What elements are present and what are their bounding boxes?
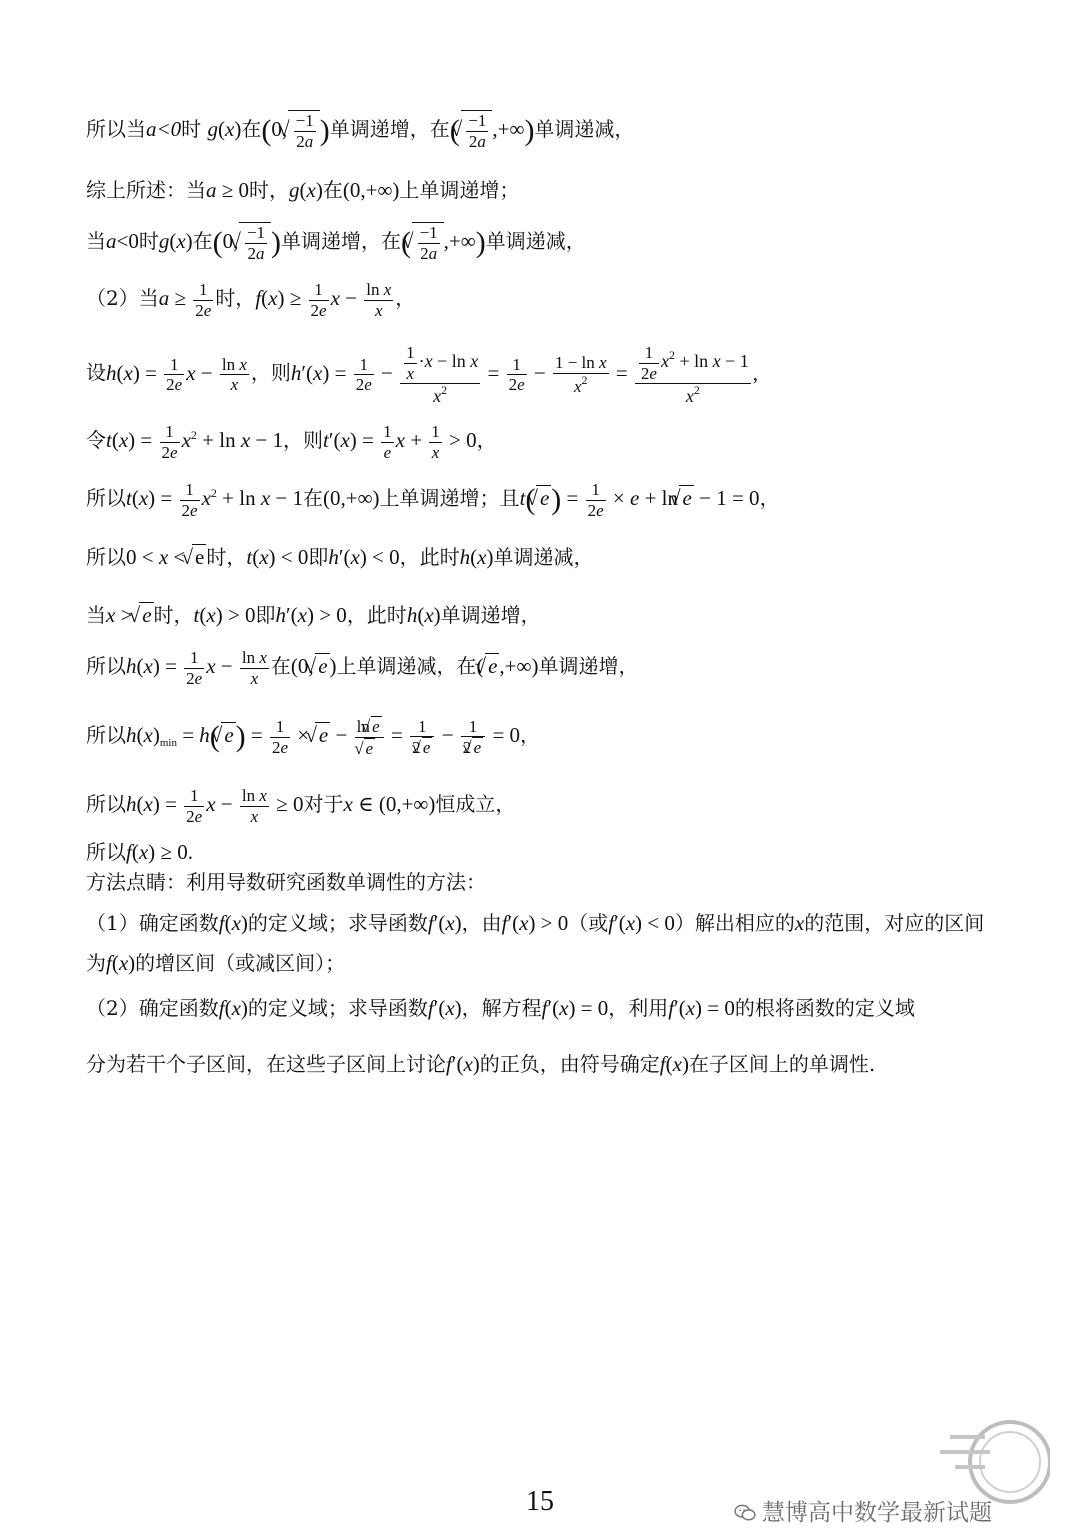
math: h(x) = $\frac{1}{2e}$ x − $\frac{\text{ln x}}{x}$ ≥ 0 <box>126 786 304 826</box>
math: t(x) = $\frac{1}{2e}$ $x^2 + \ln x - 1$ <box>106 422 283 462</box>
math: h′(x) = $\frac{1}{2e}$ − $\frac{1}{x}$ ·x − ln x $x^2$ = $\frac{1}{2e}$ − $\frac{\text{1 − ln x}}{x^2}$ = $\frac{1}{2e}$ $x^2 + \ln x - 1$ $x^2$ , <box>290 343 759 407</box>
math-interval-2: ( √ $\frac{-1}{2a}$ ,+∞) <box>401 229 486 253</box>
math-interval-1: (0, √ $\frac{-1}{2a}$ ) <box>213 229 281 253</box>
text-line-1: 所以当a<0时 g(x)在(0, √ $\frac{-1}{2a}$ )单调递增，在( √ $\frac{-1}{2a}$ ,+∞)单调递减， <box>86 110 634 151</box>
math-interval-1: (0, √ $\frac{-1}{2a}$ ) <box>261 117 329 141</box>
math: $h(x)_{min} = h(√$ e) = $\frac{1}{2e}$ × √ e − ln√ e √ e = $\frac{1}{2√ e}$ − $\frac{1}{2√ e}$ = 0 <box>126 723 520 747</box>
text-line-13: 所以f(x) ≥ 0. <box>86 840 193 864</box>
math: h(x) = $\frac{1}{2e}$ x − $\frac{\text{ln x}}{x}$ <box>126 648 267 688</box>
method-heading: 方法点睛：利用导数研究函数单调性的方法： <box>86 870 486 894</box>
text-line-11: 所以$h(x)_{min} = h(√$ e) = $\frac{1}{2e}$ × √ e − ln√ e √ e = $\frac{1}{2√ e}$ − $\frac{1}{2√ e}$ = 0， <box>86 716 540 758</box>
page-number: 15 <box>526 1486 554 1517</box>
math: x ∈ (0,+∞) <box>343 791 436 816</box>
math: h(x) <box>459 545 494 569</box>
math: (0,+∞) <box>323 485 380 510</box>
math-interval-2: ( √ $\frac{-1}{2a}$ ,+∞) <box>450 117 535 141</box>
math: h(x) <box>406 603 441 627</box>
method-paragraph-1: （1）确定函数f(x)的定义域；求导函数f′(x)，由f′(x) > 0（或f′(x) < 0）解出相应的x的范围，对应的区间为f(x)的增区间（或减区间）； <box>86 911 985 975</box>
math-gx: g(x) <box>207 116 242 141</box>
text-line-2: 综上所述：当a ≥ 0时，g(x)在(0,+∞)上单调递增； <box>86 178 520 202</box>
math: h(x) = $\frac{1}{2e}$ x − $\frac{\text{ln x}}{x}$ <box>106 354 247 395</box>
math: h′(x) < 0 <box>328 545 400 569</box>
math: f(x) ≥ $\frac{1}{2e}$ x − $\frac{\text{ln x}}{x}$ <box>255 280 392 320</box>
text-line-4: （2）当a ≥ $\frac{1}{2e}$ 时，f(x) ≥ $\frac{1}{2e}$ x − $\frac{\text{ln x}}{x}$ ， <box>86 280 416 320</box>
math: (0,+∞) <box>342 178 400 202</box>
math: t′(x) = $\frac{1}{e}$ x + $\frac{1}{x}$ > 0 <box>323 422 477 462</box>
math: g(x) <box>289 178 323 202</box>
math-cond: a<0 <box>146 116 182 141</box>
math: t(√ e) = $\frac{1}{2e}$ × e + ln√ e − 1 = 0 <box>520 486 760 510</box>
math: a ≥ $\frac{1}{2e}$ <box>158 280 212 320</box>
text-line-10: 所以h(x) = $\frac{1}{2e}$ x − $\frac{\text{ln x}}{x}$ 在(0,√ e)上单调递减，在(√ e,+∞)单调递增， <box>86 648 638 688</box>
math: (0,√ e) <box>291 654 337 678</box>
text-line-6: 令t(x) = $\frac{1}{2e}$ $x^2 + \ln x - 1$，则t′(x) = $\frac{1}{e}$ x + $\frac{1}{x}$ > 0， <box>86 422 497 462</box>
math: a ≥ 0 <box>206 178 250 202</box>
math: 0 < x < √ e <box>126 545 206 569</box>
math: g(x) <box>158 228 193 253</box>
text-line-9: 当x > √ e 时，t(x) > 0即h′(x) > 0，此时h(x)单调递增， <box>86 602 541 628</box>
math: h′(x) > 0 <box>275 603 347 627</box>
math: x > √ e <box>106 603 154 627</box>
text-line-5: 设h(x) = $\frac{1}{2e}$ x − $\frac{\text{ln x}}{x}$ ，则h′(x) = $\frac{1}{2e}$ − $\frac{1}{x}$ ·x − ln x $x^2$ = $\frac{1}{2e}$ − $\frac{\text{1 − ln x}}{x^2}$ = $\frac{1}{2e}$ $x^2 + \ln x - 1$ $x^2$ , <box>86 343 759 407</box>
text-line-12: 所以h(x) = $\frac{1}{2e}$ x − $\frac{\text{ln x}}{x}$ ≥ 0对于x ∈ (0,+∞)恒成立， <box>86 786 516 826</box>
math: (√ e,+∞) <box>477 654 539 678</box>
math: f(x) ≥ 0. <box>126 840 193 864</box>
method-paragraph-3: 分为若干个子区间，在这些子区间上讨论f′(x)的正负，由符号确定f(x)在子区间上的单调性. <box>86 1052 876 1076</box>
text-line-3: 当a<0时g(x)在(0, √ $\frac{-1}{2a}$ )单调递增，在( √ $\frac{-1}{2a}$ ,+∞)单调递减， <box>86 222 586 263</box>
method-paragraph-2: （2）确定函数f(x)的定义域；求导函数f′(x)，解方程f′(x) = 0，利用f′(x) = 0的根将函数的定义域 <box>86 996 915 1020</box>
text-line-7: 所以t(x) = $\frac{1}{2e}$ $x^2 + \ln x - 1$在(0,+∞)上单调递增；且t(√ e) = $\frac{1}{2e}$ × e + ln√ e − 1 = 0， <box>86 480 780 520</box>
math: t(x) = $\frac{1}{2e}$ $x^2 + \ln x - 1$ <box>126 480 303 520</box>
math: t(x) < 0 <box>246 545 309 569</box>
math: t(x) > 0 <box>193 603 256 627</box>
math: a<0 <box>106 228 139 253</box>
watermark-text: 慧博高中数学最新试题 <box>734 1494 992 1527</box>
text-line-8: 所以0 < x < √ e 时，t(x) < 0即h′(x) < 0，此时h(x)单调递减， <box>86 544 593 570</box>
